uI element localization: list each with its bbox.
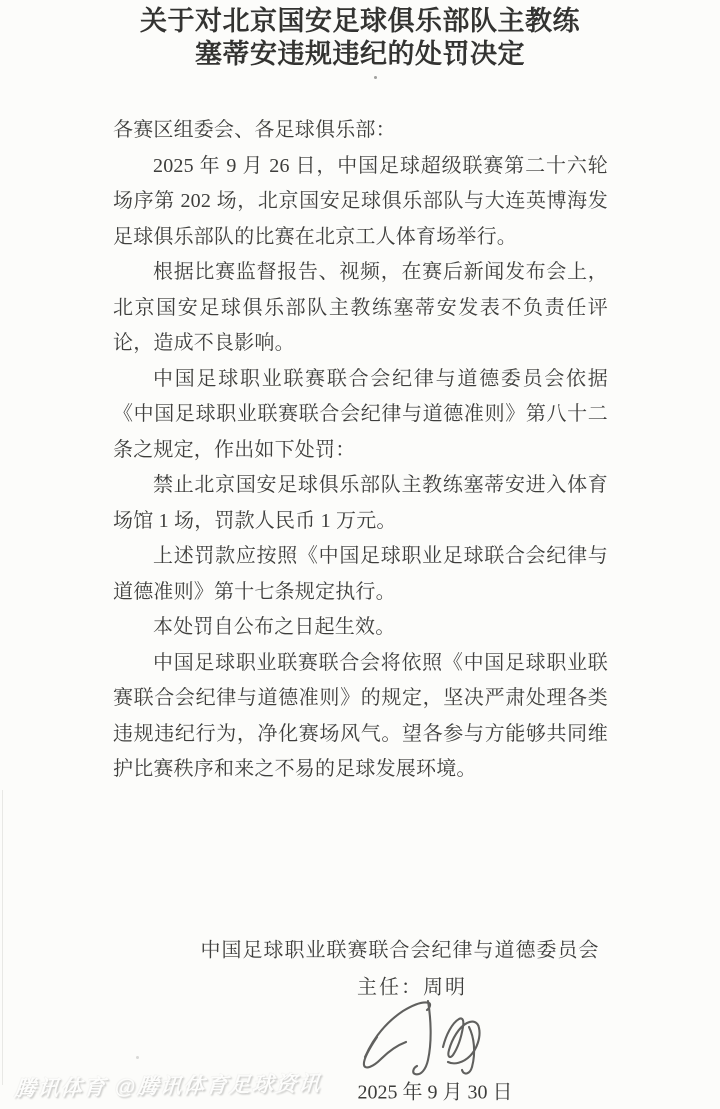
paragraph-closing-statement: 中国足球职业联赛联合会将依照《中国足球职业联赛联合会纪律与道德准则》的规定，坚决严肃处理各类违规违纪行为，净化赛场风气。望各参与方能够共同维护比赛秩序和来之不易的足球发展环境。 [113, 651, 608, 780]
salutation-line: 各赛区组委会、各足球俱乐部： [113, 119, 396, 141]
ink-dot-artifact [374, 76, 377, 79]
scan-edge-artifact [2, 790, 3, 1085]
document-body [0, 113, 720, 788]
paragraph-match-info: 2025 年 9 月 26 日，中国足球超级联赛第二十六轮场序第 202 场，北京国安足球俱乐部队与大连英博海发足球俱乐部队的比赛在北京工人体育场举行。 [113, 154, 608, 248]
paragraph-basis: 中国足球职业联赛联合会纪律与道德委员会依据《中国足球职业联赛联合会纪律与道德准则》第八十二条之规定，作出如下处罚： [113, 367, 608, 461]
document-title [0, 5, 720, 71]
signature-date: 2025 年 9 月 30 日 [357, 1081, 513, 1104]
document-title-line1: 关于对北京国安足球俱乐部队主教练 [140, 6, 580, 36]
paragraph-penalty: 禁止北京国安足球俱乐部队主教练塞蒂安进入体育场馆 1 场，罚款人民币 1 万元。 [113, 474, 608, 532]
paragraph-effective-date: 本处罚自公布之日起生效。 [153, 616, 396, 638]
paragraph-fine-execution: 上述罚款应按照《中国足球职业足球联合会纪律与道德准则》第十七条规定执行。 [113, 545, 608, 603]
signature-signer-title: 主任：周明 [357, 976, 467, 999]
paragraph-incident: 根据比赛监督报告、视频，在赛后新闻发布会上，北京国安足球俱乐部队主教练塞蒂安发表不负责任评论，造成不良影响。 [113, 261, 608, 354]
paper-speck-artifact [136, 1056, 139, 1059]
document-title-line2: 塞蒂安违规违纪的处罚决定 [195, 39, 525, 69]
tencent-sports-watermark: 腾讯体育 @腾讯体育足球资讯 [13, 1072, 323, 1101]
signature-organization: 中国足球职业联赛联合会纪律与道德委员会 [200, 939, 600, 962]
handwritten-signature-zhou-ming [351, 997, 503, 1085]
